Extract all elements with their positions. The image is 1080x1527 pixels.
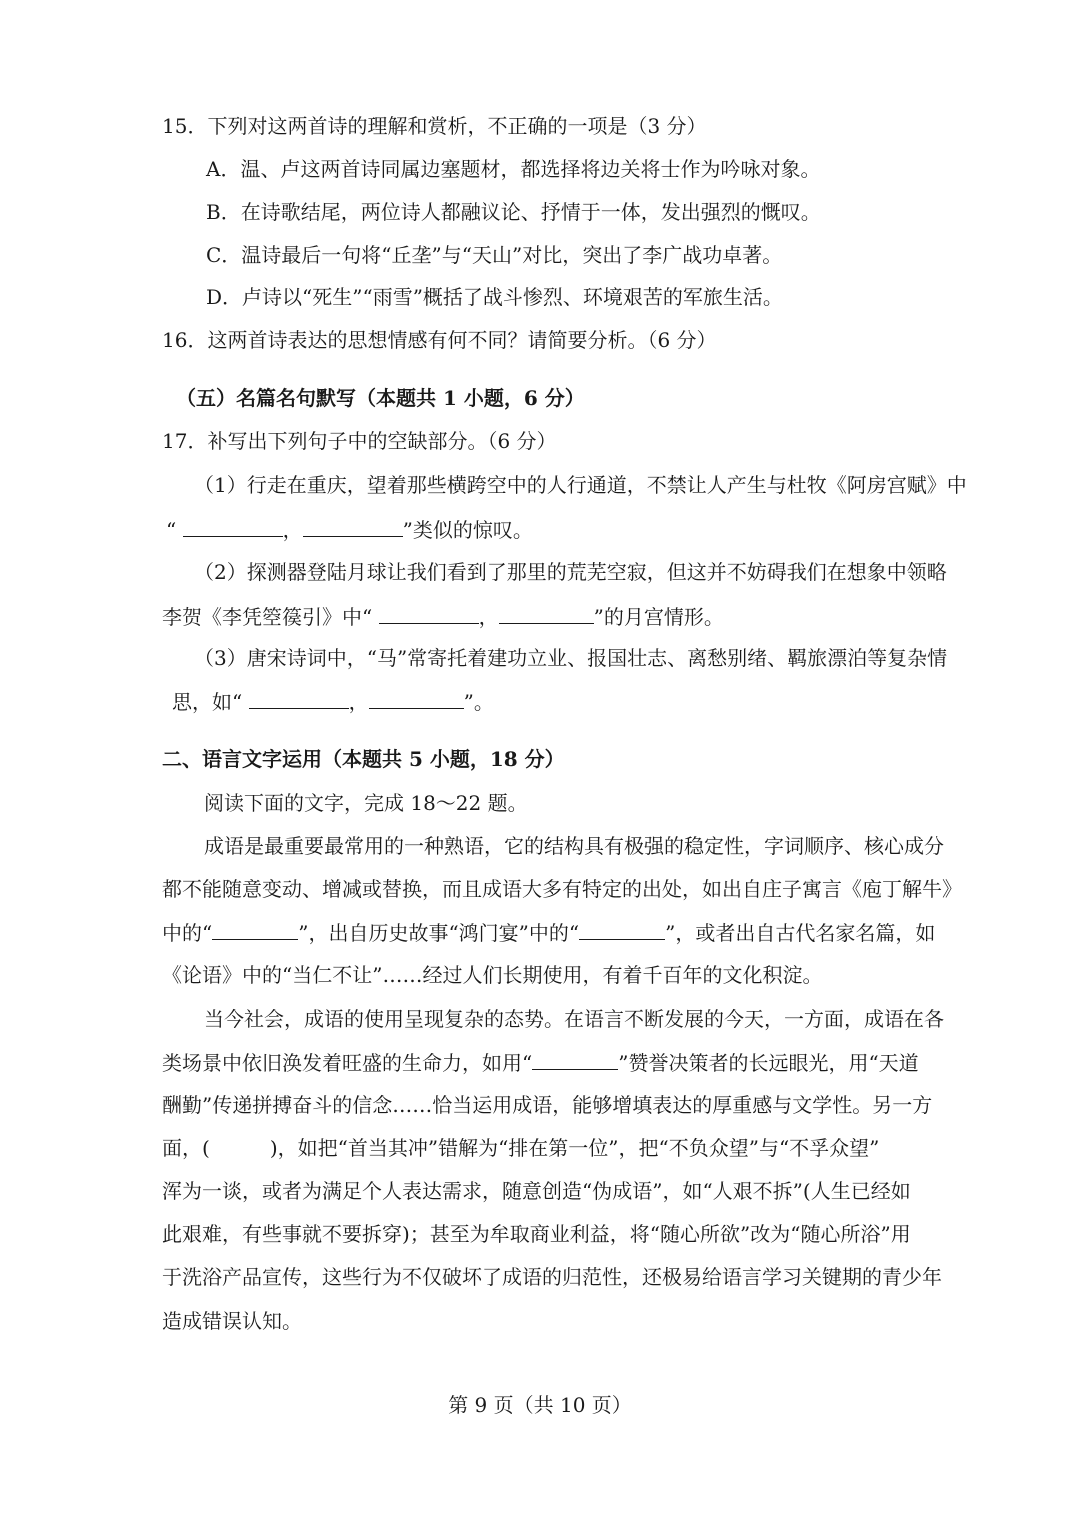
q17-stem: 17．补写出下列句子中的空缺部分。（6 分）	[162, 429, 557, 453]
q15-option-a: A．温、卢这两首诗同属边塞题材，都选择将边关将士作为吟咏对象。	[206, 157, 821, 181]
q17-part3-close: ”。	[463, 690, 494, 714]
passage-blank-2[interactable]	[579, 920, 665, 940]
section5-title: （五）名篇名句默写（本题共 1 小题，6 分）	[176, 386, 585, 410]
passage-line-7: 酬勤”传递拼搏奋斗的信念……恰当运用成语，能够增填表达的厚重感与文学性。另一方	[162, 1093, 933, 1117]
passage-line-8-b: )，如把“首当其冲”错解为“排在第一位”，把“不负众望”与“不孚众望”	[269, 1136, 880, 1160]
part2-instruction: 阅读下面的文字，完成 18～22 题。	[204, 791, 528, 815]
passage-line-6-b: ”赞誉决策者的长远眼光，用“天道	[618, 1051, 919, 1075]
q17-part1-blank-2[interactable]	[303, 517, 403, 537]
passage-line-3-a: 中的“	[162, 921, 213, 945]
passage-line-8-a: 面，(	[162, 1136, 210, 1160]
passage-line-4: 《论语》中的“当仁不让”……经过人们长期使用，有着千百年的文化积淀。	[162, 963, 823, 987]
q17-part1-close: ”类似的惊叹。	[402, 518, 533, 542]
passage-line-6	[162, 1050, 919, 1075]
passage-line-3-c: ”，或者出自古代名家名篇，如	[665, 921, 936, 945]
q15-option-d: D．卢诗以“死生”“雨雪”概括了战斗惨烈、环境艰苦的军旅生活。	[206, 285, 783, 309]
q17-part3-blank-2[interactable]	[369, 689, 464, 709]
passage-line-12: 造成错误认知。	[162, 1309, 302, 1333]
passage-line-8	[162, 1136, 879, 1160]
q17-part2-blank-2[interactable]	[499, 604, 594, 624]
passage-line-11: 于洗浴产品宣传，这些行为不仅破坏了成语的归范性，还极易给语言学习关键期的青少年	[162, 1265, 942, 1289]
passage-blank-1[interactable]	[212, 920, 298, 940]
passage-line-5: 当今社会，成语的使用呈现复杂的态势。在语言不断发展的今天，一方面，成语在各	[204, 1007, 944, 1031]
q17-part2-line2	[162, 604, 724, 629]
passage-line-10: 此艰难，有些事就不要拆穿)；甚至为牟取商业利益，将“随心所欲”改为“随心所浴”用	[162, 1222, 911, 1246]
q17-part2-blank-1[interactable]	[379, 604, 479, 624]
q17-part2-close: ”的月宫情形。	[593, 605, 724, 629]
q15-stem: 15．下列对这两首诗的理解和赏析，不正确的一项是（3 分）	[162, 114, 707, 138]
q17-part2-comma: ，	[478, 605, 499, 629]
q16-stem: 16．这两首诗表达的思想情感有何不同？请简要分析。（6 分）	[162, 328, 717, 352]
part2-title: 二、语言文字运用（本题共 5 小题，18 分）	[162, 747, 565, 771]
passage-line-1: 成语是最重要最常用的一种熟语，它的结构具有极强的稳定性，字词顺序、核心成分	[204, 834, 944, 858]
q17-part3-blank-1[interactable]	[249, 689, 349, 709]
q17-part1-line1: （1）行走在重庆，望着那些横跨空中的人行通道，不禁让人产生与杜牧《阿房宫赋》中	[194, 473, 967, 497]
q17-part2-line1: （2）探测器登陆月球让我们看到了那里的荒芜空寂，但这并不妨碍我们在想象中领略	[194, 560, 947, 584]
q17-part1-blank-1[interactable]	[183, 517, 283, 537]
q17-part1-open-quote: “	[166, 518, 177, 542]
passage-line-6-a: 类场景中依旧涣发着旺盛的生命力，如用“	[162, 1051, 533, 1075]
passage-line-3	[162, 920, 935, 945]
q17-part3-prefix: 思，如“	[172, 690, 243, 714]
passage-blank-3[interactable]	[532, 1050, 618, 1070]
q17-part3-line2	[172, 689, 494, 714]
passage-line-2: 都不能随意变动、增减或替换，而且成语大多有特定的出处，如出自庄子寓言《庖丁解牛》	[162, 877, 962, 901]
q17-part1-comma: ，	[282, 518, 303, 542]
q17-part1-line2	[166, 517, 533, 542]
q17-part2-prefix: 李贺《李凭箜篌引》中“	[162, 605, 373, 629]
q15-option-c: C．温诗最后一句将“丘垄”与“天山”对比，突出了李广战功卓著。	[206, 243, 783, 267]
q17-part3-comma: ，	[348, 690, 369, 714]
passage-line-9: 浑为一谈，或者为满足个人表达需求，随意创造“伪成语”，如“人艰不拆”(人生已经如	[162, 1179, 911, 1203]
q15-option-b: B．在诗歌结尾，两位诗人都融议论、抒情于一体，发出强烈的慨叹。	[206, 200, 821, 224]
passage-line-3-b: ”，出自历史故事“鸿门宴”中的“	[298, 921, 580, 945]
page-number: 第 9 页（共 10 页）	[448, 1393, 632, 1417]
q17-part3-line1: （3）唐宋诗词中，“马”常寄托着建功立业、报国壮志、离愁别绪、羁旅漂泊等复杂情	[194, 646, 948, 670]
